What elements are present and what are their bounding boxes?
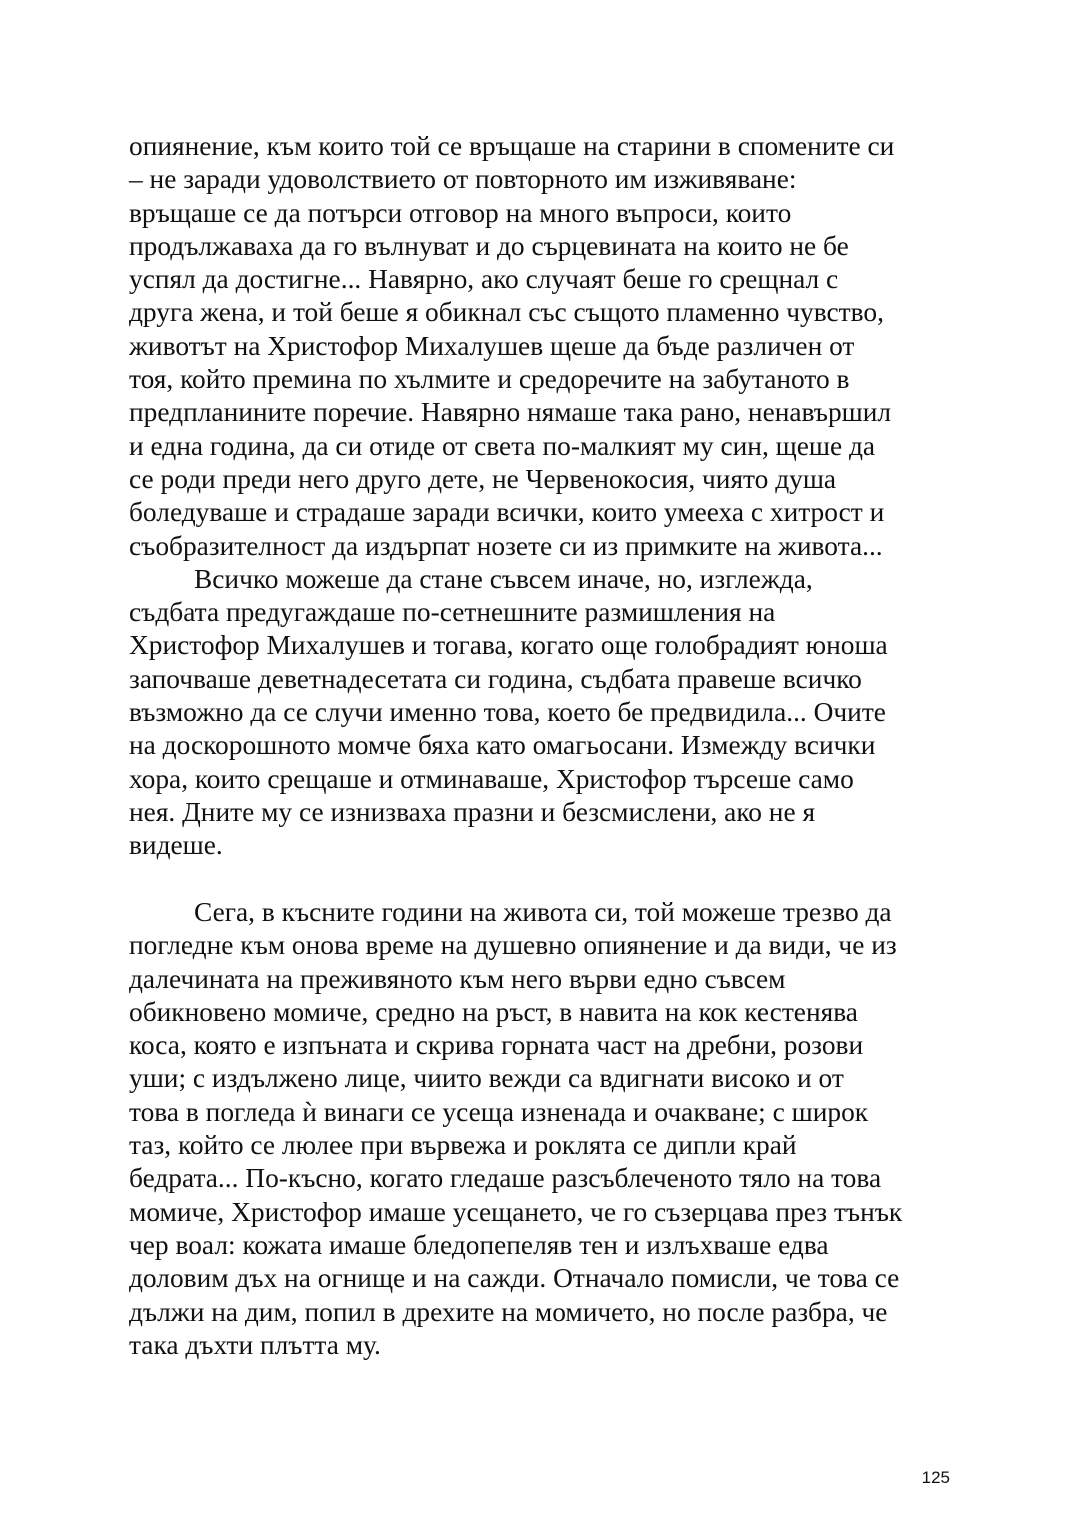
text-line: чер воал: кожата имаше бледопепеляв тен и излъхваше едва: [129, 1229, 829, 1260]
text-line: друга жена, и той беше я обикнал със същото пламенно чувство,: [129, 297, 884, 328]
text-line: се роди преди него друго дете, не Червенокосия, чиято душа: [129, 463, 837, 494]
text-line: връщаше се да потърси отговор на много въпроси, които: [129, 197, 792, 228]
text-line: съдбата предугаждаше по-сетнешните размишления на: [129, 597, 776, 628]
text-line: предпланините поречие. Навярно нямаше така рано, ненавършил: [129, 397, 892, 428]
text-line: коса, която е изпъната и скрива горната част на дребни, розови: [129, 1030, 864, 1061]
text-line: Христофор Михалушев и тогава, когато още голобрадият юноша: [129, 630, 888, 661]
text-line: на доскорошното момче бяха като омагьосани. Измежду всички: [129, 730, 876, 761]
text-line: така дъхти плътта му.: [129, 1329, 381, 1360]
text-line: това в погледа ѝ винаги се усеща изненада и очакване; с широк: [129, 1096, 869, 1127]
text-section-second: [129, 896, 959, 1362]
text-line: погледне към онова време на душевно опиянение и да види, че из: [129, 930, 897, 961]
paragraph-2: [129, 563, 959, 863]
text-line: уши; с издължено лице, чиито вежди са вдигнати високо и от: [129, 1063, 844, 1094]
text-line: и една година, да си отиде от света по-малкият му син, щеше да: [129, 430, 876, 461]
text-line: хора, които срещаше и отминаваше, Христофор търсеше само: [129, 763, 854, 794]
text-line: започваше деветнадесетата си година, съдбата правеше всичко: [129, 663, 862, 694]
text-section-first: [129, 130, 959, 863]
text-line: Сега, в късните години на живота си, той можеше трезво да: [194, 897, 892, 927]
page-number: 125: [921, 1468, 950, 1487]
text-line: доловим дъх на огнище и на сажди. Отначало помисли, че това се: [129, 1263, 900, 1294]
text-line: нея. Дните му се изнизваха празни и безсмислени, ако не я: [129, 796, 816, 827]
text-line: далечината на преживяното към него върви едно съвсем: [129, 963, 786, 994]
text-line: боледуваше и страдаше заради всички, които умееха с хитрост и: [129, 497, 885, 528]
text-line: видеше.: [129, 830, 223, 861]
paragraph-1: [129, 130, 959, 563]
text-line: обикновено момиче, средно на ръст, в навита на кок кестенява: [129, 996, 858, 1027]
text-line: тоя, който премина по хълмите и средоречите на забутаното в: [129, 364, 850, 395]
paragraph-3: [129, 896, 959, 1362]
text-line: бедрата... По-късно, когато гледаше разсъблеченото тяло на това: [129, 1163, 882, 1194]
text-line: продължаваха да го вълнуват и до сърцевината на които не бе: [129, 230, 849, 261]
text-line: успял да достигне... Навярно, ако случаят беше го срещнал с: [129, 264, 839, 295]
text-line: Всичко можеше да стане съвсем иначе, но, изглежда,: [194, 563, 813, 594]
text-line: таз, който се люлее при вървежа и роклята се дипли край: [129, 1130, 797, 1161]
text-line: съобразителност да издърпат нозете си из примките на живота...: [129, 530, 883, 561]
text-line: опиянение, към които той се връщаше на старини в спомените си: [129, 131, 895, 161]
text-line: момиче, Христофор имаше усещането, че го съзерцава през тънък: [129, 1196, 903, 1227]
text-line: животът на Христофор Михалушев щеше да бъде различен от: [129, 330, 855, 361]
text-line: възможно да се случи именно това, което бе предвидила... Очите: [129, 697, 886, 728]
text-line: дължи на дим, попил в дрехите на момичето, но после разбра, че: [129, 1296, 888, 1327]
text-line: – не заради удоволствието от повторното им изживяване:: [129, 164, 797, 195]
